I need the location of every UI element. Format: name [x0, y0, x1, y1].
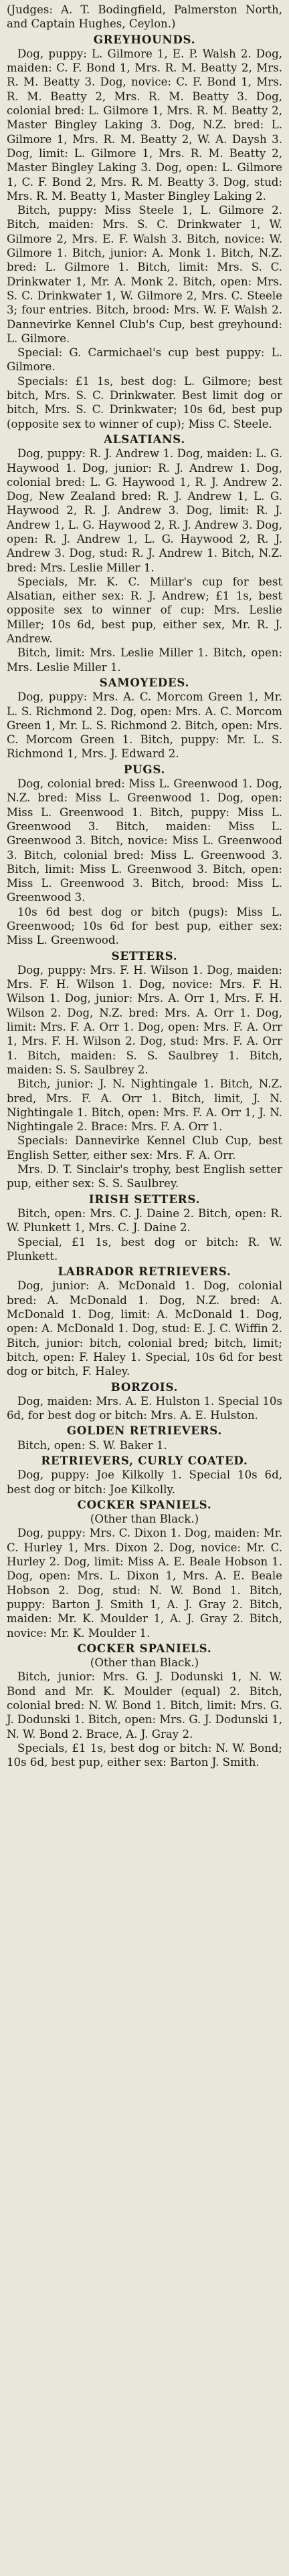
result-paragraph: Specials: Dannevirke Kennel Club Cup, best English Setter, either sex: Mrs. F. A. Orr.	[7, 1134, 282, 1162]
breed-heading: ALSATIANS.	[104, 432, 185, 446]
breed-heading: LABRADOR RETRIEVERS.	[58, 1265, 231, 1279]
breed-heading: COCKER SPANIELS.	[77, 1497, 212, 1511]
result-paragraph: Dog, puppy: Mrs. F. H. Wilson 1. Dog, maiden: Mrs. F. H. Wilson 1. Dog, novice: Mrs. F. H. Wilson 1. Dog, junior: Mrs. A. Orr 1, Mrs. F. H. Wilson 2. Dog, N.Z. bred: Mrs. A. Orr 1. Dog, limit: Mrs. F. A. Orr 1. Dog, open: Mrs. F. A. Orr 1, Mrs. F. H. Wilson 2. Dog, stud: Mrs. F. A. Orr 1. Bitch, maiden: S. S. Saulbrey 1. Bitch, maiden: S. S. Saulbrey 2.	[7, 963, 282, 1076]
breed-section	[7, 1642, 282, 1770]
breed-subheading: (Other than Black.)	[90, 1513, 199, 1526]
result-paragraph: Dog, colonial bred: Miss L. Greenwood 1. Dog, N.Z. bred: Miss L. Greenwood 1. Dog, open: Miss L. Greenwood 1. Bitch, puppy: Miss L. Greenwood 3. Bitch, maiden: Miss L. Greenwood 3. Bitch, novice: Miss L. Greenwood 3. Bitch, colonial bred: Miss L. Greenwood 3. Bitch, limit: Miss L. Greenwood 3. Bitch, open: Miss L. Greenwood 3. Bitch, brood: Miss L. Greenwood 3.	[7, 777, 282, 904]
breed-section	[7, 1265, 282, 1378]
breed-heading: COCKER SPANIELS.	[77, 1641, 212, 1655]
result-paragraph: Special, £1 1s, best dog or bitch: R. W. Plunkett.	[7, 1235, 282, 1263]
result-paragraph: Mrs. D. T. Sinclair's trophy, best English setter pup, either sex: S. S. Saulbrey.	[7, 1163, 282, 1190]
breed-section	[7, 763, 282, 948]
result-paragraph: Bitch, junior: J. N. Nightingale 1. Bitch, N.Z. bred, Mrs. F. A. Orr 1. Bitch, limit, J. N. Nightingale 1. Bitch, open: Mrs. F. A. Orr 1, J. N. Nightingale 2. Brace: Mrs. F. A. Orr 1.	[7, 1077, 282, 1134]
result-paragraph: Dog, maiden: Mrs. A. E. Hulston 1. Special 10s 6d, for best dog or bitch: Mrs. A. E. Hulston.	[7, 1394, 282, 1422]
breed-section	[7, 432, 282, 674]
breed-sections	[7, 33, 282, 1770]
breed-section	[7, 949, 282, 1191]
breed-section	[7, 1424, 282, 1452]
breed-section	[7, 1192, 282, 1263]
breed-heading: GOLDEN RETRIEVERS.	[66, 1424, 223, 1438]
result-paragraph: Dog, puppy: Mrs. C. Dixon 1. Dog, maiden: Mr. C. Hurley 1, Mrs. Dixon 2. Dog, novice: Mr. C. Hurley 2. Dog, limit: Miss A. E. Beale Hobson 1. Dog, open: Mrs. L. Dixon 1, Mrs. A. E. Beale Hobson 2. Dog, stud: N. W. Bond 1. Bitch, puppy: Barton J. Smith 1, A. J. Gray 2. Bitch, maiden: Mr. K. Moulder 1, A. J. Gray 2. Bitch, novice: Mr. K. Moulder 1.	[7, 1527, 282, 1640]
breed-heading: SETTERS.	[111, 948, 178, 962]
result-paragraph: Special: G. Carmichael's cup best puppy: L. Gilmore.	[7, 346, 282, 374]
breed-heading: SAMOYEDES.	[99, 675, 190, 689]
result-paragraph: 10s 6d best dog or bitch (pugs): Miss L. Greenwood; 10s 6d for best pup, either sex: Miss L. Greenwood.	[7, 905, 282, 947]
result-paragraph: Specials, £1 1s, best dog or bitch: N. W. Bond; 10s 6d, best pup, either sex: Barton J. Smith.	[7, 1741, 282, 1769]
breed-heading: BORZOIS.	[110, 1380, 179, 1394]
breed-heading: RETRIEVERS, CURLY COATED.	[41, 1453, 248, 1467]
judges-line: (Judges: A. T. Bodingfield, Palmerston North, and Captain Hughes, Ceylon.)	[7, 3, 282, 31]
breed-heading: PUGS.	[123, 762, 166, 776]
breed-subheading: (Other than Black.)	[90, 1656, 199, 1670]
result-paragraph: Bitch, open: S. W. Baker 1.	[17, 1438, 167, 1452]
breed-section	[7, 1498, 282, 1640]
breed-section	[7, 33, 282, 431]
breed-heading: IRISH SETTERS.	[88, 1192, 201, 1206]
result-paragraph: Bitch, junior: Mrs. G. J. Dodunski 1, N. W. Bond and Mr. K. Moulder (equal) 2. Bitch, colonial bred: N. W. Bond 1. Bitch, limit: Mrs. G. J. Dodunski 1. Bitch, open: Mrs. G. J. Dodunski 1, N. W. Bond 2. Brace, A. J. Gray 2.	[7, 1670, 282, 1741]
result-paragraph: Dog, puppy: L. Gilmore 1, E. P. Walsh 2. Dog, maiden: C. F. Bond 1, Mrs. R. M. Beatty 2, Mrs. R. M. Beatty 3. Dog, novice: C. F. Bond 1, Mrs. R. M. Beatty 2, Mrs. R. M. Beatty 3. Dog, colonial bred: L. Gilmore 1, Mrs. R. M. Beatty 2, Master Bingley Laking 3. Dog, N.Z. bred: L. Gilmore 1, Mrs. R. M. Beatty 2, W. A. Daysh 3. Dog, limit: L. Gilmore 1, Mrs. R. M. Beatty 2, Master Bingley Laking 3. Dog, open: L. Gilmore 1, C. F. Bond 2, Mrs. R. M. Beatty 3. Dog, stud: Mrs. R. M. Beatty 1, Master Bingley Laking 2.	[7, 47, 282, 203]
result-paragraph: Bitch, limit: Mrs. Leslie Miller 1. Bitch, open: Mrs. Leslie Miller 1.	[7, 646, 282, 674]
result-paragraph: Bitch, open: Mrs. C. J. Daine 2. Bitch, open: R. W. Plunkett 1, Mrs. C. J. Daine 2.	[7, 1206, 282, 1235]
result-paragraph: Specials: £1 1s, best dog: L. Gilmore; best bitch, Mrs. S. C. Drinkwater. Best limit dog or bitch, Mrs. S. C. Drinkwater; 10s 6d, best pup (opposite sex to winner of cup); Miss C. Steele.	[7, 374, 282, 430]
result-paragraph: Specials, Mr. K. C. Millar's cup for best Alsatian, either sex: R. J. Andrew; £1 1s, best opposite sex to winner of cup: Mrs. Leslie Miller; 10s 6d, best pup, either sex, Mr. R. J. Andrew.	[7, 575, 282, 646]
result-paragraph: Dog, junior: A. McDonald 1. Dog, colonial bred: A. McDonald 1. Dog, N.Z. bred: A. McDonald 1. Dog, limit: A. McDonald 1. Dog, open: A. McDonald 1. Dog, stud: E. J. C. Wiffin 2. Bitch, junior: bitch, colonial bred; bitch, limit; bitch, open: F. Haley 1. Special, 10s 6d for best dog or bitch, F. Haley.	[7, 1279, 282, 1378]
result-paragraph: Bitch, puppy: Miss Steele 1, L. Gilmore 2. Bitch, maiden: Mrs. S. C. Drinkwater 1, W. Gilmore 2, Mrs. E. F. Walsh 3. Bitch, novice: W. Gilmore 1. Bitch, junior: A. Monk 1. Bitch, N.Z. bred: L. Gilmore 1. Bitch, limit: Mrs. S. C. Drinkwater 1, Mr. A. Monk 2. Bitch, open: Mrs. S. C. Drinkwater 1, W. Gilmore 2, Mrs. C. Steele 3; four entries. Bitch, brood: Mrs. W. F. Walsh 2. Dannevirke Kennel Club's Cup, best greyhound: L. Gilmore.	[7, 204, 282, 345]
result-paragraph: Dog, puppy: Joe Kilkolly 1. Special 10s 6d, best dog or bitch: Joe Kilkolly.	[7, 1468, 282, 1496]
result-paragraph: Dog, puppy: Mrs. A. C. Morcom Green 1, Mr. L. S. Richmond 2. Dog, open: Mrs. A. C. Morcom Green 1, Mr. L. S. Richmond 2. Bitch, open: Mrs. C. Morcom Green 1. Bitch, puppy: Mr. L. S. Richmond 1, Mrs. J. Edward 2.	[7, 690, 282, 761]
breed-section	[7, 676, 282, 761]
breed-section	[7, 1380, 282, 1423]
breed-heading: GREYHOUNDS.	[93, 32, 196, 46]
result-paragraph: Dog, puppy: R. J. Andrew 1. Dog, maiden: L. G. Haywood 1. Dog, junior: R. J. Andrew 1. Dog, colonial bred: L. G. Haywood 1, R. J. Andrew 2. Dog, New Zealand bred: R. J. Andrew 1, L. G. Haywood 2, R. J. Andrew 3. Dog, limit: R. J. Andrew 1, L. G. Haywood 2, R. J. Andrew 3. Dog, open: R. J. Andrew 1, L. G. Haywood 2, R. J. Andrew 3. Dog, stud: R. J. Andrew 1. Bitch, N.Z. bred: Mrs. Leslie Miller 1.	[7, 447, 282, 574]
breed-section	[7, 1454, 282, 1497]
